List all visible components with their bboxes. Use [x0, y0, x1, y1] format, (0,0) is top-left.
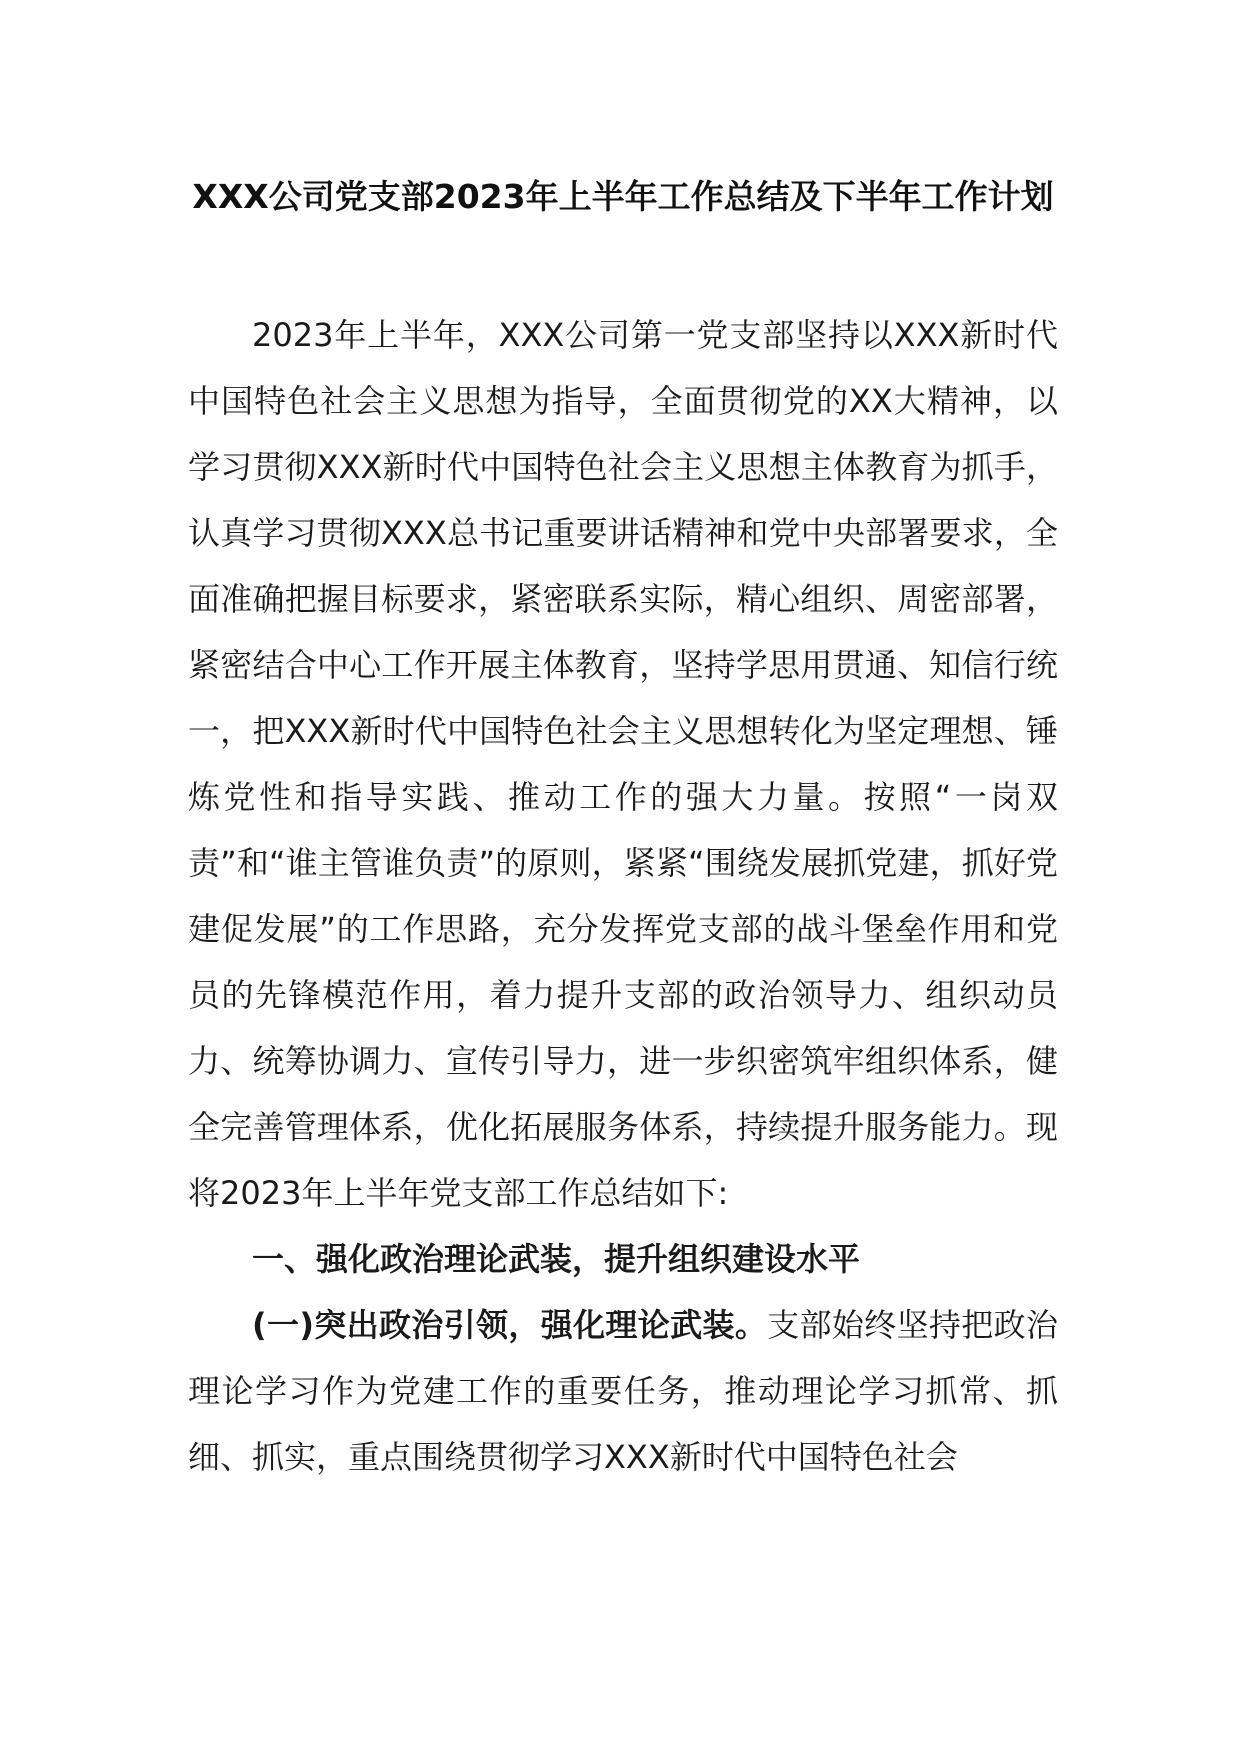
intro-paragraph: 2023年上半年，XXX公司第一党支部坚持以XXX新时代中国特色社会主义思想为指导，全面贯彻党的XX大精神，以学习贯彻XXX新时代中国特色社会主义思想主体教育为抓手，认真学习贯彻XXX总书记重要讲话精神和党中央部署要求，全面准确把握目标要求，紧密联系实际，精心组织、周密部署，紧密结合中心工作开展主体教育，坚持学思用贯通、知信行统一，把XXX新时代中国特色社会主义思想转化为坚定理想、锤炼党性和指导实践、推动工作的强大力量。按照“一岗双责”和“谁主管谁负责”的原则，紧紧“围绕发展抓党建，抓好党建促发展”的工作思路，充分发挥党支部的战斗堡垒作用和党员的先锋模范作用，着力提升支部的政治领导力、组织动员力、统筹协调力、宣传引导力，进一步织密筑牢组织体系，健全完善管理体系，优化拓展服务体系，持续提升服务能力。现将2023年上半年党支部工作总结如下:	[188, 316, 1058, 1212]
document-title: XXX公司党支部2023年上半年工作总结及下半年工作计划	[192, 177, 1054, 216]
section-heading: 一、强化政治理论武装，提升组织建设水平	[252, 1240, 861, 1278]
document-body	[188, 302, 1058, 1490]
subsection-heading: (一)突出政治引领，强化理论武装。	[252, 1306, 768, 1344]
subsection-text: 支部始终坚持把政治理论学习作为党建工作的重要任务，推动理论学习抓常、抓细、抓实，重点围绕贯彻学习XXX新时代中国特色社会	[188, 1306, 1058, 1476]
subsection-paragraph	[188, 1292, 1058, 1490]
